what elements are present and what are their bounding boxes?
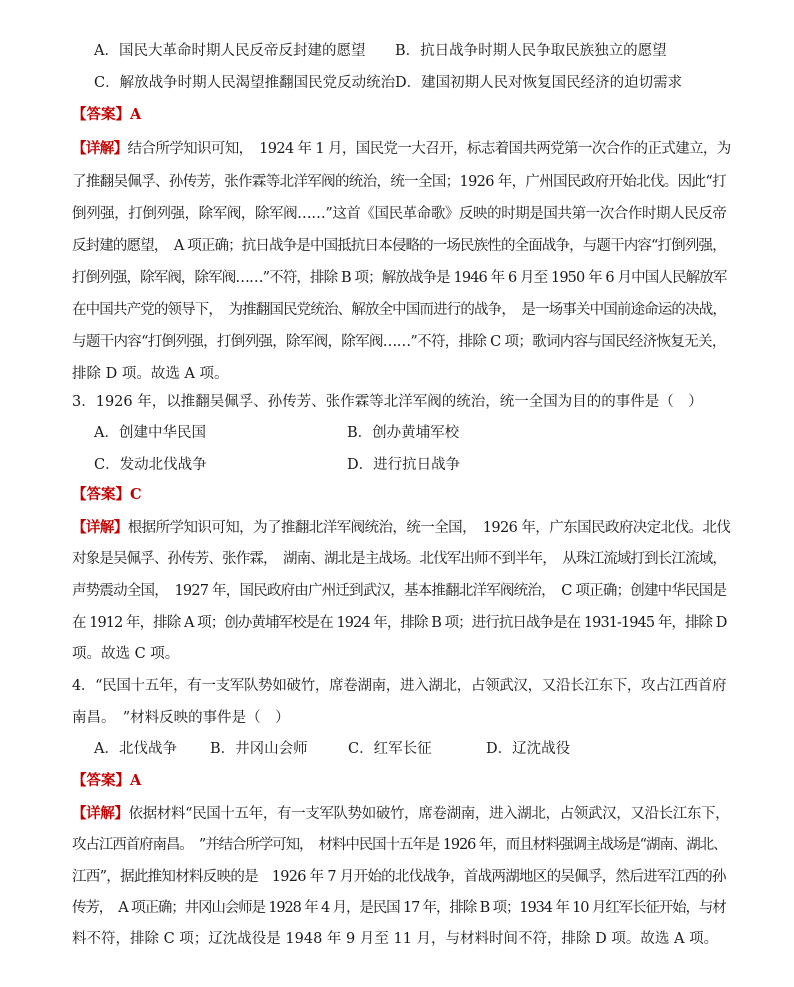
q3-detail-line: 声势震动全国， 1927 年，国民政府由广州迁到武汉，基本推翻北洋军阀统治， C 项正确；创建中华民国是 — [72, 583, 727, 599]
q2-detail-line: 与题干内容“打倒列强，打倒列强，除军阀，除军阀……”不符，排除 C 项；歌词内容与国民经济恢复无关， — [72, 334, 726, 350]
q2-answer — [72, 105, 726, 125]
q2-detail-line: 在中国共产党的领导下， 为推翻国民党统治、解放全中国而进行的战争， 是一场事关中国前途命运的决战， — [72, 302, 727, 318]
q2-option-b: B．抗日战争时期人民争取民族独立的愿望 — [395, 43, 667, 59]
q4-option-b: B．井冈山会师 — [210, 741, 308, 757]
answer-value: A — [130, 772, 142, 789]
detail-text: 结合所学知识可知， 1924 年 1 月，国民党一大召开，标志着国共两党第一次合作的正式建立，为 — [127, 141, 731, 157]
q2-option-a: A．国民大革命时期人民反帝反封建的愿望 — [94, 43, 366, 59]
q4-detail-line: 传芳， A 项正确；井冈山会师是 1928 年 4 月，是民国 17 年，排除 B 项；1934 年 10 月红军长征开始，与材 — [72, 900, 726, 916]
q4-detail-line: 江西”，据此推知材料反映的是 1926 年 7 月开始的北伐战争，首战两湖地区的吴佩孚，然后进军江西的孙 — [72, 869, 726, 885]
q3-detail-line — [72, 518, 731, 538]
detail-tag: 【详解】 — [72, 805, 129, 822]
q4-stem-line: 南昌。 ”材料反映的事件是（ ） — [72, 710, 290, 726]
answer-value: A — [130, 106, 142, 123]
q4-option-c: C．红军长征 — [348, 741, 432, 757]
detail-tag: 【详解】 — [72, 519, 128, 536]
q3-detail-line: 在 1912 年，排除 A 项；创办黄埔军校是在 1924 年，排除 B 项；进行抗日战争是在 1931-1945 年，排除 D — [72, 615, 727, 631]
q3-answer — [72, 485, 726, 505]
q2-option-d: D．建国初期人民对恢复国民经济的迫切需求 — [395, 75, 683, 91]
q3-option-a: A．创建中华民国 — [94, 425, 206, 441]
q4-option-d: D．辽沈战役 — [486, 741, 571, 757]
q3-option-d: D．进行抗日战争 — [347, 457, 461, 473]
q3-option-b: B．创办黄埔军校 — [347, 425, 460, 441]
q3-stem: 3．1926 年，以推翻吴佩孚、孙传芳、张作霖等北洋军阀的统治，统一全国为目的的事件是（ ） — [72, 394, 703, 410]
q3-option-c: C．发动北伐战争 — [94, 457, 207, 473]
q3-detail-line: 对象是吴佩孚、孙传芳、张作霖， 湖南、湖北是主战场。北伐军出师不到半年， 从珠江流域打到长江流域， — [72, 551, 727, 567]
q2-detail-line: 倒列强，打倒列强，除军阀，除军阀……”这首《国民革命歌》反映的时期是国共第一次合作时期人民反帝 — [72, 206, 727, 222]
q2-detail-line: 了推翻吴佩孚、孙传芳，张作霖等北洋军阀的统治，统一全国；1926 年，广州国民政府开始北伐。因此“打 — [72, 174, 726, 190]
answer-tag: 【答案】 — [72, 106, 130, 123]
q2-detail-line: 排除 D 项。故选 A 项。 — [72, 366, 229, 382]
q4-detail-line — [72, 804, 730, 824]
q4-detail-line: 攻占江西首府南昌。 ”并结合所学可知， 材料中民国十五年是 1926 年，而且材料强调主战场是“湖南、湖北、 — [72, 837, 727, 853]
q3-detail-line: 项。故选 C 项。 — [72, 646, 180, 662]
q4-stem-line: 4．“民国十五年，有一支军队势如破竹，席卷湖南，进入湖北，占领武汉，又沿长江东下，攻占江西首府 — [72, 678, 727, 694]
answer-tag: 【答案】 — [72, 486, 130, 503]
q4-option-a: A．北伐战争 — [94, 741, 177, 757]
answer-value: C — [130, 486, 142, 503]
q2-detail-line: 反封建的愿望， A 项正确；抗日战争是中国抵抗日本侵略的一场民族性的全面战争，与题干内容“打倒列强， — [72, 238, 726, 254]
q2-option-c: C．解放战争时期人民渴望推翻国民党反动统治 — [94, 75, 396, 91]
detail-text: 依据材料“民国十五年，有一支军队势如破竹，席卷湖南，进入湖北，占领武汉，又沿长江东下， — [128, 806, 730, 822]
q4-answer — [72, 771, 726, 791]
detail-tag: 【详解】 — [72, 140, 128, 157]
detail-text: 根据所学知识可知，为了推翻北洋军阀统治，统一全国， 1926 年，广东国民政府决定北伐。北伐 — [127, 520, 731, 536]
q2-detail-line: 打倒列强，除军阀，除军阀……”不符，排除 B 项；解放战争是 1946 年 6 月至 1950 年 6 月中国人民解放军 — [72, 270, 727, 286]
answer-tag: 【答案】 — [72, 772, 130, 789]
q4-detail-line: 料不符，排除 C 项；辽沈战役是 1948 年 9 月至 11 月，与材料时间不符，排除 D 项。故选 A 项。 — [72, 931, 719, 947]
q2-detail-line — [72, 139, 731, 159]
